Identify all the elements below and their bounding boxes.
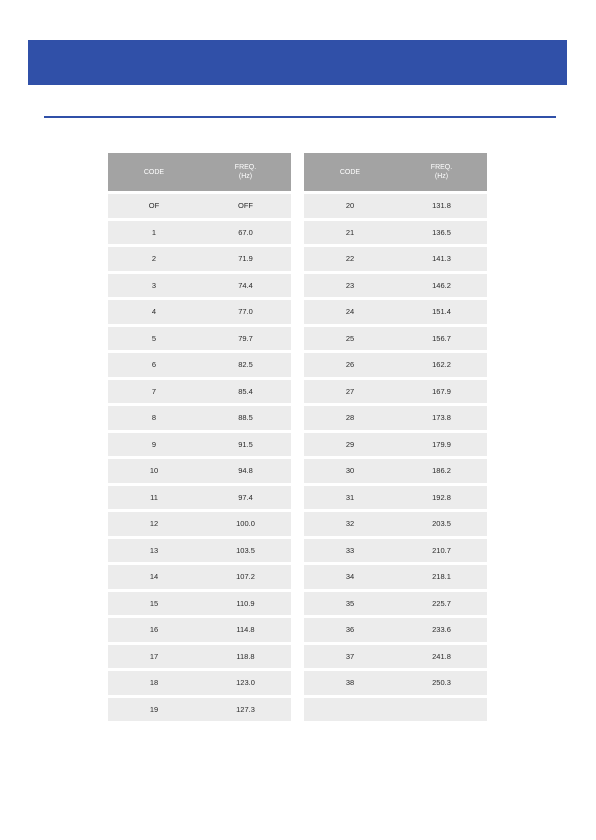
frequency-cell: 218.1 [396, 565, 487, 589]
frequency-cell: 167.9 [396, 380, 487, 404]
code-cell: 12 [108, 512, 200, 536]
code-cell: 18 [108, 671, 200, 695]
code-cell: 21 [304, 221, 396, 245]
code-cell: 33 [304, 539, 396, 563]
frequency-cell: 141.3 [396, 247, 487, 271]
code-cell: 24 [304, 300, 396, 324]
table-body-right [304, 194, 487, 721]
frequency-cell: 71.9 [200, 247, 291, 271]
code-cell: 30 [304, 459, 396, 483]
frequency-cell: 77.0 [200, 300, 291, 324]
column-header-freq [200, 153, 291, 191]
frequency-cell: 192.8 [396, 486, 487, 510]
table-row [108, 645, 291, 669]
code-cell: 27 [304, 380, 396, 404]
frequency-cell: 74.4 [200, 274, 291, 298]
frequency-cell: 100.0 [200, 512, 291, 536]
frequency-cell: 94.8 [200, 459, 291, 483]
column-header-freq-label: FREQ. [430, 164, 453, 171]
frequency-cell: 118.8 [200, 645, 291, 669]
code-cell: 32 [304, 512, 396, 536]
frequency-cell: 123.0 [200, 671, 291, 695]
column-header-code: CODE [108, 153, 200, 191]
code-cell: OF [108, 194, 200, 218]
frequency-cell: 97.4 [200, 486, 291, 510]
table-row [304, 406, 487, 430]
table-row [304, 539, 487, 563]
code-cell: 36 [304, 618, 396, 642]
frequency-cell: 79.7 [200, 327, 291, 351]
code-cell: 14 [108, 565, 200, 589]
frequency-cell: 85.4 [200, 380, 291, 404]
code-cell: 1 [108, 221, 200, 245]
column-header-code: CODE [304, 153, 396, 191]
table-row [304, 512, 487, 536]
table-row [108, 459, 291, 483]
frequency-cell: 110.9 [200, 592, 291, 616]
table-row [108, 380, 291, 404]
table-row [304, 645, 487, 669]
column-header-freq-unit: (Hz) [434, 173, 449, 180]
column-header-freq-unit: (Hz) [238, 173, 253, 180]
frequency-cell: 136.5 [396, 221, 487, 245]
table-row [304, 671, 487, 695]
frequency-cell: 146.2 [396, 274, 487, 298]
frequency-cell: OFF [200, 194, 291, 218]
code-cell: 19 [108, 698, 200, 722]
frequency-cell: 233.6 [396, 618, 487, 642]
code-cell: 34 [304, 565, 396, 589]
table-row [108, 221, 291, 245]
frequency-cell: 103.5 [200, 539, 291, 563]
table-row [108, 539, 291, 563]
code-cell: 9 [108, 433, 200, 457]
table-body-left [108, 194, 291, 721]
code-cell: 8 [108, 406, 200, 430]
header-divider [44, 116, 556, 118]
table-row [108, 353, 291, 377]
table-row [108, 671, 291, 695]
code-cell: 16 [108, 618, 200, 642]
frequency-cell: 241.8 [396, 645, 487, 669]
table-row [304, 353, 487, 377]
table-row [304, 274, 487, 298]
frequency-cell: 131.8 [396, 194, 487, 218]
table-row [108, 565, 291, 589]
table-row [108, 698, 291, 722]
table-header-row [304, 153, 487, 191]
frequency-cell: 162.2 [396, 353, 487, 377]
code-cell: 17 [108, 645, 200, 669]
table-row [304, 194, 487, 218]
code-cell: 22 [304, 247, 396, 271]
frequency-cell: 250.3 [396, 671, 487, 695]
code-cell: 25 [304, 327, 396, 351]
code-cell: 20 [304, 194, 396, 218]
table-row [304, 565, 487, 589]
code-cell: 3 [108, 274, 200, 298]
frequency-cell: 107.2 [200, 565, 291, 589]
table-row [304, 247, 487, 271]
table-row [108, 247, 291, 271]
frequency-cell: 82.5 [200, 353, 291, 377]
frequency-cell: 67.0 [200, 221, 291, 245]
code-table-right [304, 150, 487, 724]
table-header-row [108, 153, 291, 191]
code-cell: 13 [108, 539, 200, 563]
code-cell: 35 [304, 592, 396, 616]
frequency-cell: 91.5 [200, 433, 291, 457]
table-row [304, 221, 487, 245]
frequency-cell: 127.3 [200, 698, 291, 722]
table-row [108, 274, 291, 298]
code-cell: 29 [304, 433, 396, 457]
code-cell [304, 698, 396, 722]
code-cell: 15 [108, 592, 200, 616]
code-cell: 2 [108, 247, 200, 271]
frequency-cell: 88.5 [200, 406, 291, 430]
code-cell: 7 [108, 380, 200, 404]
frequency-cell: 114.8 [200, 618, 291, 642]
table-row [304, 486, 487, 510]
table-row [304, 380, 487, 404]
frequency-cell: 210.7 [396, 539, 487, 563]
code-cell: 23 [304, 274, 396, 298]
table-row [304, 459, 487, 483]
table-row [304, 433, 487, 457]
code-cell: 38 [304, 671, 396, 695]
table-row [304, 698, 487, 722]
table-row [304, 592, 487, 616]
frequency-cell: 225.7 [396, 592, 487, 616]
table-row [108, 327, 291, 351]
code-cell: 31 [304, 486, 396, 510]
table-row [108, 512, 291, 536]
frequency-cell [396, 698, 487, 722]
code-cell: 5 [108, 327, 200, 351]
table-row [304, 327, 487, 351]
table-row [108, 406, 291, 430]
code-cell: 37 [304, 645, 396, 669]
table-row [108, 592, 291, 616]
frequency-cell: 203.5 [396, 512, 487, 536]
code-cell: 28 [304, 406, 396, 430]
code-cell: 4 [108, 300, 200, 324]
frequency-cell: 173.8 [396, 406, 487, 430]
frequency-cell: 156.7 [396, 327, 487, 351]
table-row [108, 618, 291, 642]
frequency-cell: 179.9 [396, 433, 487, 457]
code-cell: 10 [108, 459, 200, 483]
table-row [304, 618, 487, 642]
column-header-freq-label: FREQ. [234, 164, 257, 171]
table-row [108, 433, 291, 457]
code-cell: 26 [304, 353, 396, 377]
table-row [108, 486, 291, 510]
table-row [108, 300, 291, 324]
header-bar [28, 40, 567, 85]
table-row [108, 194, 291, 218]
code-cell: 11 [108, 486, 200, 510]
frequency-cell: 151.4 [396, 300, 487, 324]
code-table-left [108, 150, 291, 724]
code-cell: 6 [108, 353, 200, 377]
column-header-freq [396, 153, 487, 191]
table-row [304, 300, 487, 324]
frequency-cell: 186.2 [396, 459, 487, 483]
